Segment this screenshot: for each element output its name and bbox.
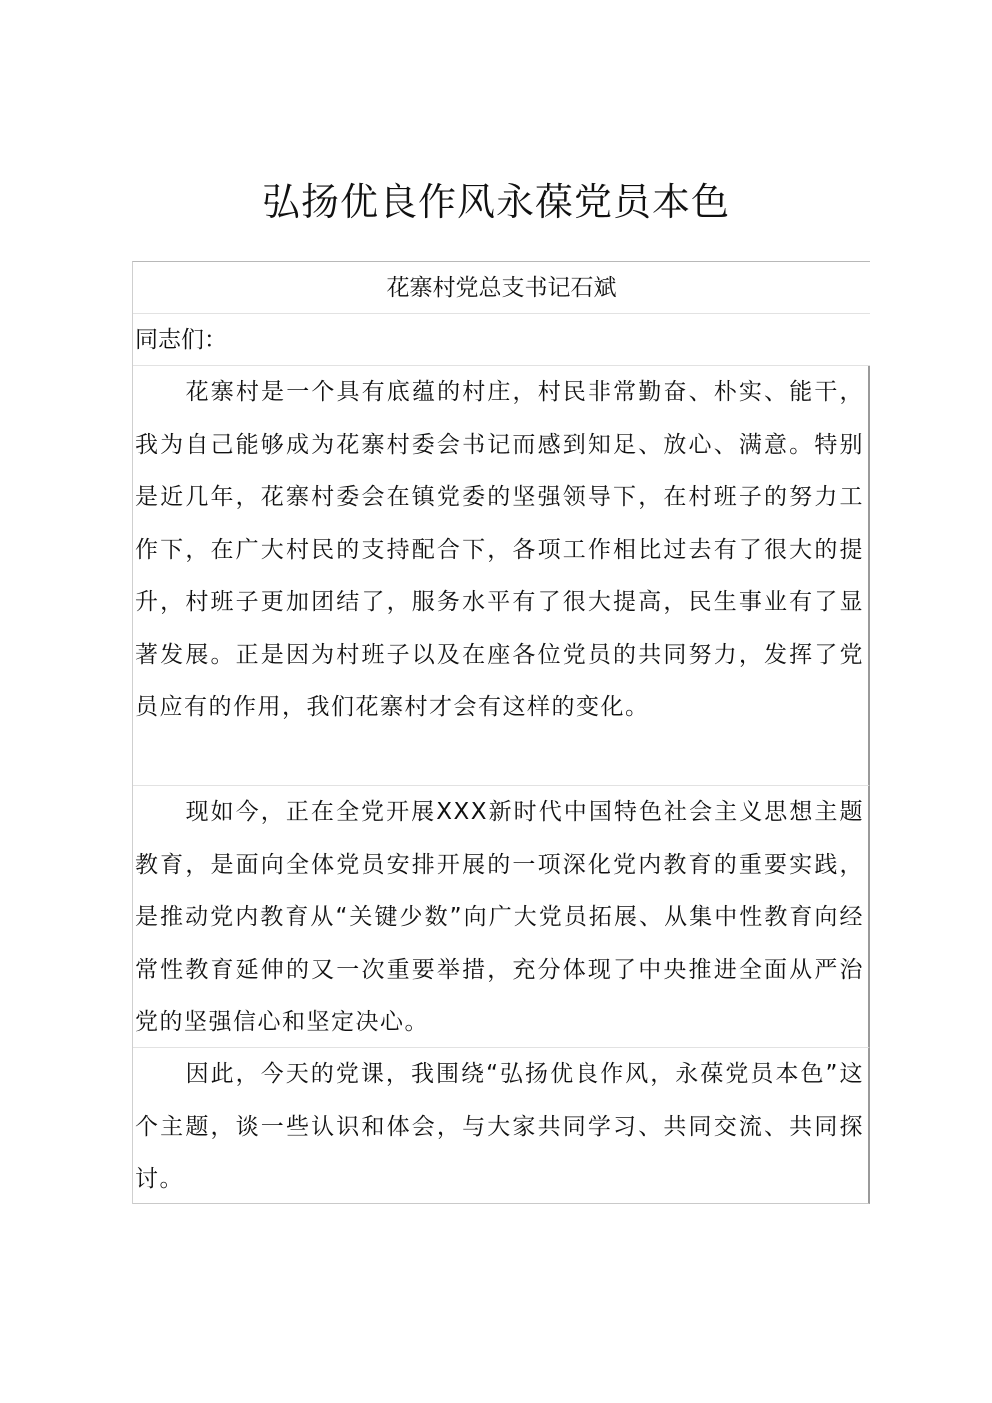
document-title: 弘扬优良作风永葆党员本色 [261,180,730,224]
paragraph: 因此，今天的党课，我围绕“弘扬优良作风，永葆党员本色”这个主题，谈一些认识和体会，与大家共同学习、共同交流、共同探讨。 [133,1048,870,1204]
content-table [132,261,870,1204]
paragraph: 现如今，正在全党开展XXX新时代中国特色社会主义思想主题教育，是面向全体党员安排开展的一项深化党内教育的重要实践，是推动党内教育从“关键少数”向广大党员拓展、从集中性教育向经常性教育延伸的又一次重要举措，充分体现了中央推进全面从严治党的坚强信心和坚定决心。 [133,786,870,1048]
paragraph: 花寨村是一个具有底蕴的村庄，村民非常勤奋、朴实、能干，我为自己能够成为花寨村委会书记而感到知足、放心、满意。特别是近几年，花寨村委会在镇党委的坚强领导下，在村班子的努力工作下，在广大村民的支持配合下，各项工作相比过去有了很大的提升，村班子更加团结了，服务水平有了很大提高，民生事业有了显著发展。正是因为村班子以及在座各位党员的共同努力，发挥了党员应有的作用，我们花寨村才会有这样的变化。 [133,366,870,786]
salutation: 同志们： [133,314,870,366]
author-line: 花寨村党总支书记石斌 [133,262,870,314]
